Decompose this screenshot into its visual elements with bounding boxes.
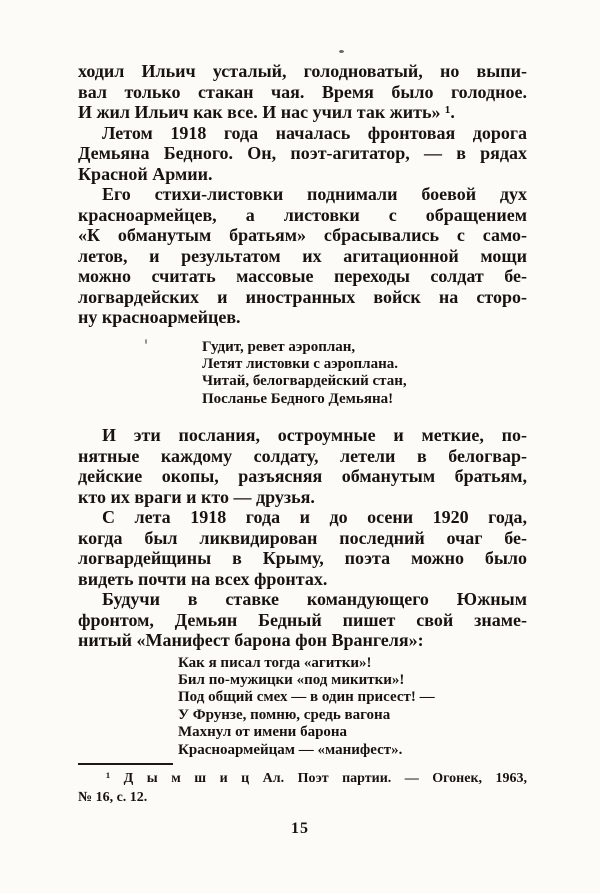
paragraph	[78, 61, 527, 123]
text-line: логвардейщины в Крыму, поэта можно было	[78, 548, 527, 569]
footnote	[78, 763, 527, 807]
text-line: Как я писал тогда «агитки»!	[178, 654, 372, 671]
text-line: Бил по-мужицки «под микитки»!	[178, 672, 405, 689]
text-line: когда был ликвидирован последний очаг бе-	[78, 527, 527, 548]
paragraph	[78, 123, 527, 185]
paragraph	[78, 425, 527, 507]
text-line: С лета 1918 года и до осени 1920 года,	[102, 507, 527, 528]
paragraph	[78, 589, 527, 651]
text-line: ходил Ильич усталый, голодноватый, но выпи-	[78, 61, 527, 81]
text-line: фронтом, Демьян Бедный пишет свой знаме-	[78, 609, 527, 630]
text-line: логвардейских и иностранных войск на сторо-	[78, 286, 527, 307]
footnote-lines	[78, 770, 527, 807]
text-line: Под общий смех — в один присест! —	[178, 689, 435, 706]
text-line: № 16, с. 12.	[78, 789, 148, 805]
text-line: Будучи в ставке командующего Южным	[102, 589, 527, 610]
paragraph	[78, 507, 527, 589]
text-line: Летят листовки с аэроплана.	[202, 355, 398, 372]
page-number: 15	[291, 820, 309, 837]
text-line: дейские окопы, разъясняя обманутым братьям,	[78, 466, 527, 487]
text-line: Его стихи-листовки поднимали боевой дух	[102, 184, 527, 204]
text-line: «К обманутым братьям» сбрасывались с само-	[78, 225, 527, 245]
text-line: Посланье Бедного Демьяна!	[202, 390, 394, 407]
text-line: красноармейцев, а листовки с обращением	[78, 204, 527, 225]
verse-block	[202, 339, 527, 409]
text-line: Махнул от имени барона	[178, 724, 348, 741]
text-line: можно считать массовые переходы солдат бе-	[78, 266, 527, 286]
paragraph	[78, 184, 527, 328]
footnote-rule	[78, 763, 173, 765]
verse-block	[178, 655, 527, 759]
text-line: Читай, белогвардейский стан,	[202, 373, 407, 390]
text-line: Летом 1918 года началась фронтовая дорога	[102, 122, 527, 143]
text-line: И эти послания, остроумные и меткие, по-	[102, 425, 527, 446]
text-line: И жил Ильич как все. И нас учил так жить» ¹.	[78, 102, 455, 122]
text-line: Демьяна Бедного. Он, поэт-агитатор, — в рядах	[78, 143, 527, 163]
text-column	[78, 61, 527, 807]
text-line: нятные каждому солдату, летели в белогвар-	[78, 445, 527, 466]
text-line: вал только стакан чая. Время было голодное.	[78, 81, 527, 102]
text-line: ¹ Д ы м ш и ц Ал. Поэт партии. — Огонек, 1963,	[106, 771, 527, 787]
scan-speck	[339, 50, 344, 53]
text-line: кто их враги и кто — друзья.	[78, 486, 315, 507]
text-line: Красноармейцам — «манифест».	[178, 741, 403, 758]
text-line: Красной Армии.	[78, 163, 213, 184]
text-line: ну красноармейцев.	[78, 307, 241, 327]
text-line: Гудит, ревет аэроплан,	[202, 338, 356, 355]
text-line: летов, и результатом их агитационной мощи	[78, 245, 527, 266]
text-line: У Фрунзе, помню, средь вагона	[178, 706, 391, 723]
text-line: нитый «Манифест барона фон Врангеля»:	[78, 630, 424, 651]
text-line: видеть почти на всех фронтах.	[78, 568, 328, 589]
